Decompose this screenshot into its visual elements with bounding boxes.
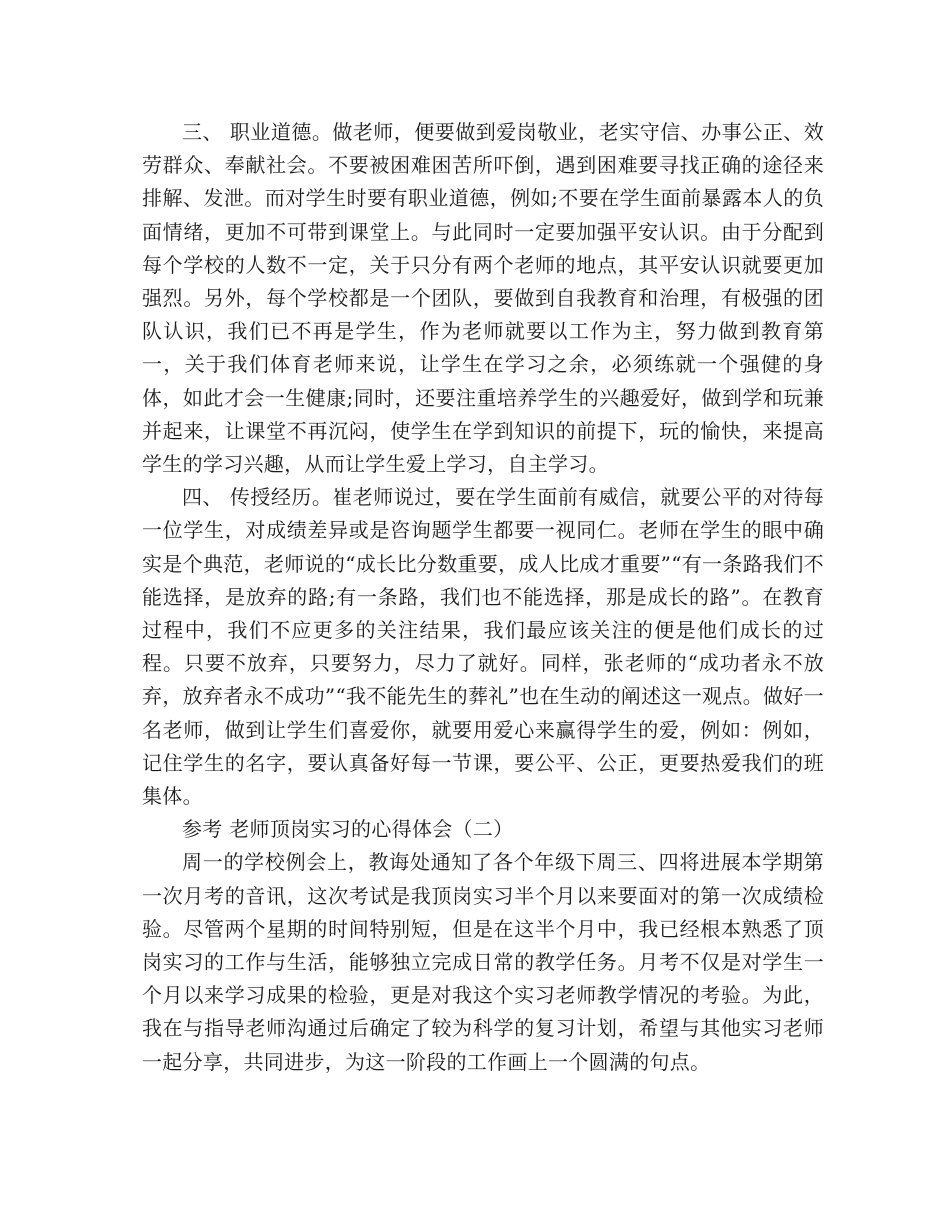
paragraph-passing-on-experience: 四、 传授经历。崔老师说过，要在学生面前有威信，就要公平的对待每一位学生，对成绩差异或是咨询题学生都要一视同仁。老师在学生的眼中确实是个典范，老师说的“成长比分数重要，成人比成才重要”“有一条路我们不能选择，是放弃的路;有一条路，我们也不能选择，那是成长的路”。在教育过程中，我们不应更多的关注结果，我们最应该关注的便是他们成长的过程。只要不放弃，只要努力，尽力了就好。同样，张老师的“成功者永不放弃，放弃者永不成功”“我不能先生的葬礼”也在生动的阐述这一观点。做好一名老师，做到让学生们喜爱你，就要用爱心来赢得学生的爱，例如：例如，记住学生的名字，要认真备好每一节课，要公平、公正，更要热爱我们的班集体。 bbox=[142, 485, 824, 809]
section-heading: 参考 老师顶岗实习的心得体会（二） bbox=[182, 817, 514, 842]
paragraph-professional-ethics: 三、 职业道德。做老师，便要做到爱岗敬业，老实守信、办事公正、效劳群众、奉献社会。不要被困难困苦所吓倒，遇到困难要寻找正确的途径来排解、发泄。而对学生时要有职业道德，例如;不要在学生面前暴露本人的负面情绪，更加不可带到课堂上。与此同时一定要加强平安认识。由于分配到每个学校的人数不一定，关于只分有两个老师的地点，其平安认识就要更加强烈。另外，每个学校都是一个团队，要做到自我教育和治理，有极强的团队认识，我们已不再是学生，作为老师就要以工作为主，努力做到教育第一，关于我们体育老师来说，让学生在学习之余，必须练就一个强健的身体，如此才会一生健康;同时，还要注重培养学生的兴趣爱好，做到学和玩兼并起来，让课堂不再沉闷，使学生在学到知识的前提下，玩的愉快，来提高学生的学习兴趣，从而让学生爱上学习，自主学习。 bbox=[142, 120, 824, 477]
paragraph-monthly-exam: 周一的学校例会上，教诲处通知了各个年级下周三、四将进展本学期第一次月考的音讯，这次考试是我顶岗实习半个月以来要面对的第一次成绩检验。尽管两个星期的时间特别短，但是在这半个月中，我已经根本熟悉了顶岗实习的工作与生活，能够独立完成日常的教学任务。月考不仅是对学生一个月以来学习成果的检验，更是对我这个实习老师教学情况的考验。为此，我在与指导老师沟通过后确定了较为科学的复习计划，希望与其他实习老师一起分享，共同进步，为这一阶段的工作画上一个圆满的句点。 bbox=[142, 850, 824, 1074]
document-body bbox=[142, 116, 824, 1079]
